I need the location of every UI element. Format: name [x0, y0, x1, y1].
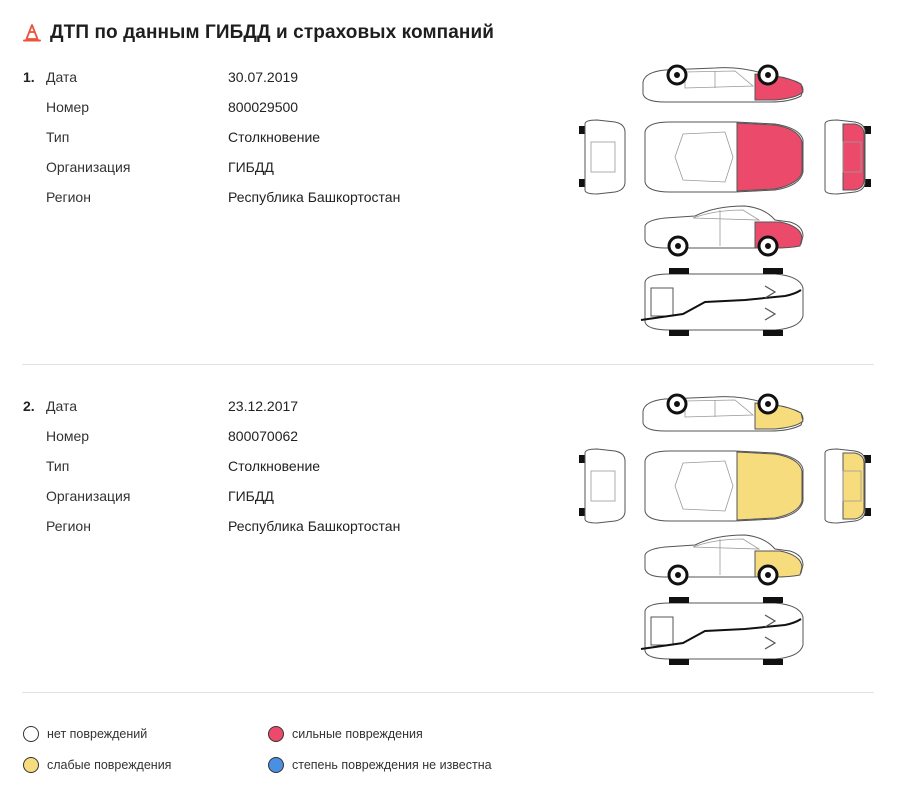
- car-side-top-view: [643, 66, 803, 102]
- section-header: [22, 20, 494, 46]
- field-value: ГИБДД: [228, 159, 274, 175]
- field-label: Номер: [46, 428, 90, 444]
- incident-number: 2.: [23, 398, 35, 414]
- field-row-number: [46, 99, 566, 119]
- damage-diagram: [575, 62, 875, 352]
- car-side-view: [645, 206, 803, 255]
- legend-swatch-icon: [268, 757, 284, 773]
- field-row-date: [46, 69, 566, 89]
- section-title: ДТП по данным ГИБДД и страховых компаний: [50, 22, 495, 43]
- field-row-organization: [46, 488, 566, 508]
- incident-number: 1.: [23, 69, 35, 85]
- car-front-view: [825, 120, 871, 194]
- legend-label: сильные повреждения: [292, 727, 423, 741]
- damage-legend: [0, 723, 910, 783]
- field-value: 800029500: [228, 99, 299, 115]
- field-value: Столкновение: [228, 458, 321, 474]
- field-value: ГИБДД: [228, 488, 274, 504]
- legend-label: нет повреждений: [47, 727, 148, 741]
- car-side-top-view: [643, 395, 803, 431]
- field-label: Тип: [46, 458, 70, 474]
- legend-label: степень повреждения не известна: [292, 758, 492, 772]
- field-row-number: [46, 428, 566, 448]
- car-rear-view: [579, 449, 625, 523]
- divider: [22, 692, 874, 693]
- legend-swatch-icon: [268, 726, 284, 742]
- field-value: 23.12.2017: [228, 398, 299, 414]
- field-label: Номер: [46, 99, 90, 115]
- incident-card: [0, 398, 910, 688]
- car-front-view: [825, 449, 871, 523]
- field-row-date: [46, 398, 566, 418]
- damage-diagram: [575, 391, 875, 681]
- legend-item-severe: [268, 725, 423, 743]
- field-value: Республика Башкортостан: [228, 189, 401, 205]
- legend-item-unknown: [268, 756, 492, 774]
- field-label: Организация: [46, 488, 131, 504]
- legend-item-light: [23, 756, 171, 774]
- field-value: 800070062: [228, 428, 299, 444]
- incident-card: [0, 69, 910, 359]
- car-top-view: [645, 451, 803, 521]
- field-row-organization: [46, 159, 566, 179]
- field-label: Дата: [46, 398, 78, 414]
- car-bottom-view: [641, 597, 803, 665]
- legend-item-none: [23, 725, 147, 743]
- field-label: Организация: [46, 159, 131, 175]
- car-rear-view: [579, 120, 625, 194]
- field-row-type: [46, 129, 566, 149]
- field-value: Столкновение: [228, 129, 321, 145]
- legend-swatch-icon: [23, 726, 39, 742]
- traffic-cone-icon: [22, 23, 42, 43]
- legend-swatch-icon: [23, 757, 39, 773]
- field-label: Дата: [46, 69, 78, 85]
- field-row-region: [46, 518, 566, 538]
- field-label: Регион: [46, 518, 91, 534]
- field-value: 30.07.2019: [228, 69, 299, 85]
- field-row-region: [46, 189, 566, 209]
- car-bottom-view: [641, 268, 803, 336]
- field-row-type: [46, 458, 566, 478]
- field-value: Республика Башкортостан: [228, 518, 401, 534]
- field-label: Регион: [46, 189, 91, 205]
- car-side-view: [645, 535, 803, 584]
- divider: [22, 364, 874, 365]
- legend-label: слабые повреждения: [47, 758, 172, 772]
- car-top-view: [645, 122, 803, 192]
- field-label: Тип: [46, 129, 70, 145]
